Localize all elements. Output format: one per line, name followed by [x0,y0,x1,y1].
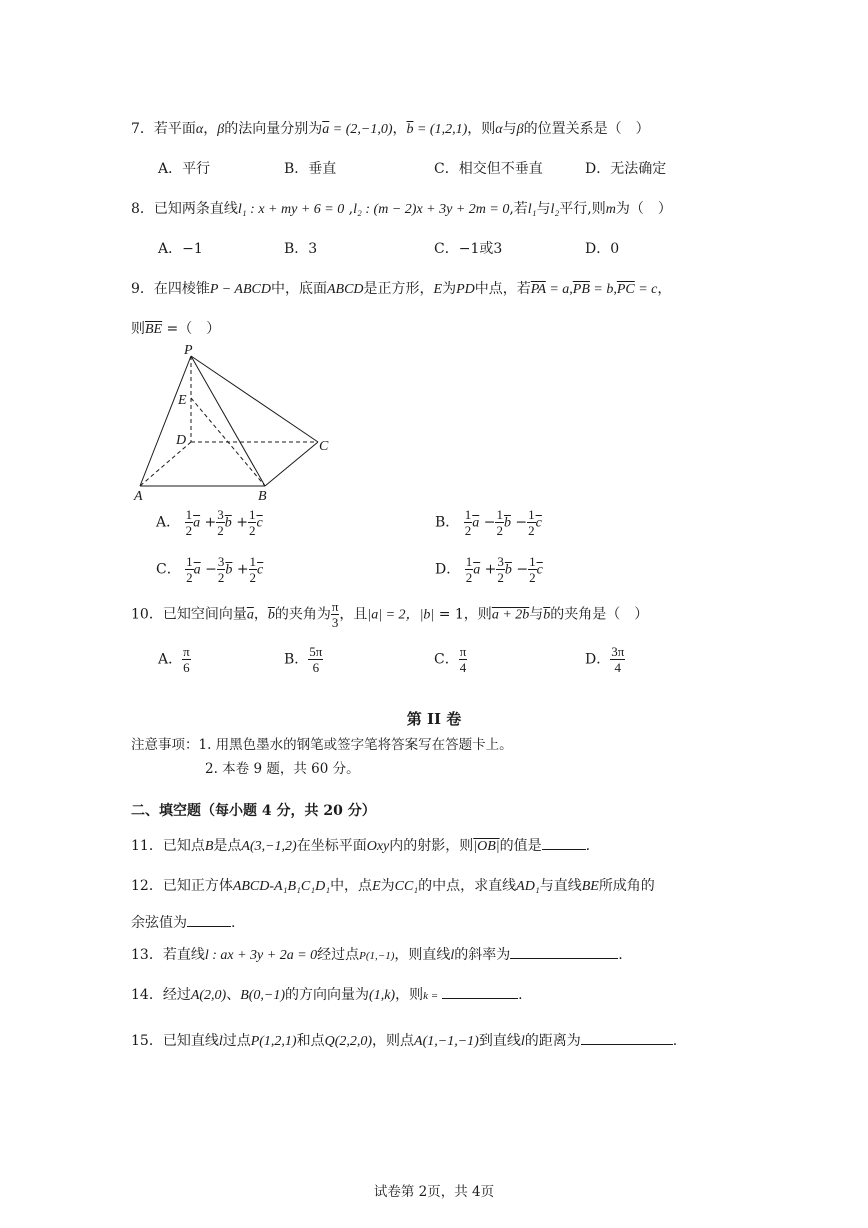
q9-option-b: B． $\frac{1}{2}$ $\overline{a}$ − $\frac{1}{2}$ $\overline{b}$ − $\frac{1}{2}$ $\overline{c}$ [435,507,542,538]
q8-option-b: B．3 [284,241,318,257]
part2-note-2: 2. 本卷 9 题，共 60 分。 [205,761,360,777]
label-p: P [184,343,193,358]
q8-option-a: A．−1 [158,241,203,257]
edge-pb [191,356,265,486]
pyramid-hidden-edges [140,356,318,486]
label-d: D [176,433,187,448]
q7-option-a: A．平行 [158,161,211,177]
label-b: B [258,489,267,504]
q9-option-c: C． $\frac{1}{2}$ $\overline{a}$ − $\frac{3}{2}$ $\overline{b}$ + $\frac{1}{2}$ $\overline{c}$ [156,554,264,585]
q14-answer-blank[interactable] [442,998,518,999]
q15-answer-blank[interactable] [581,1044,673,1045]
q7-option-c: C．相交但不垂直 [434,161,543,177]
q14-stem: 14．经过A(2,0)、B(0,−1)的方向向量为(1,k)，则k = . [131,987,523,1003]
q9-stem: 9．在四棱锥P − ABCD中，底面ABCD是正方形，E为PD中点，若$\overline{PA} = a,\overline{PB} = b,\overline{PC} = c$， [131,281,672,297]
q12-stem: 12．已知正方体ABCD-A₁B₁C₁D₁中，点E为CC₁的中点，求直线AD₁与直线BE所成角的 [131,878,655,894]
page-footer: 试卷第 2页，共 4页 [373,1184,495,1200]
q13-stem: 13．若直线l : ax + 3y + 2a = 0经过点P(1,−1)，则直线l的斜率为 . [131,947,623,963]
q10-option-c: C． $\frac{\pi}{4}$ [434,644,467,675]
q7-stem: 7．若平面α，β的法向量分别为$\overline{a} = (2,-1,0)$，$\overline{b} = (1,2,1)$，则α与β的位置关系是（ ） [131,121,650,137]
pyramid-figure [128,340,338,505]
label-c: C [319,439,329,454]
label-e: E [178,393,187,408]
q8-option-c: C．−1或3 [434,241,503,257]
q7-option-d: D．无法确定 [585,161,667,177]
q9-stem-line2: 则$\overline{BE}$ =（ ） [131,321,221,337]
q8-option-d: D．0 [585,241,620,257]
edge-pa [140,356,191,486]
edge-pc [191,356,318,442]
q10-option-d: D． $\frac{3\pi}{4}$ [585,644,625,675]
q12-stem-line2: 余弦值为 . [131,915,236,931]
edge-bc [265,442,318,486]
q8-stem: 8．已知两条直线l₁ : x + my + 6 = 0 ,l₂ : (m − 2)x + 3y + 2m = 0,若l₁与l₂平行,则m为（ ） [131,201,672,217]
q11-answer-blank[interactable] [542,849,586,850]
label-a: A [134,489,143,504]
section-fill-blank-title: 二、填空题（每小题 4 分，共 20 分） [131,803,376,819]
part2-note-1: 注意事项：1. 用黑色墨水的钢笔或签字笔将答案写在答题卡上。 [131,737,513,753]
q10-option-b: B． $\frac{5\pi}{6}$ [284,644,323,675]
q15-stem: 15．已知直线l过点P(1,2,1)和点Q(2,2,0)，则点A(1,−1,−1)到直线l的距离为 . [131,1033,678,1049]
edge-eb [191,398,265,486]
q12-answer-blank[interactable] [187,926,231,927]
part2-title: 第 II 卷 [406,710,462,728]
edge-da [140,442,191,486]
q13-answer-blank[interactable] [510,958,618,959]
q11-stem: 11．已知点B是点A(3,−1,2)在坐标平面Oxy内的射影，则|OB|的值是 . [131,838,591,854]
pyramid-edges [140,356,318,486]
q9-option-a: A． $\frac{1}{2}$ $\overline{a}$ + $\frac{3}{2}$ $\overline{b}$ + $\frac{1}{2}$ $\overline{c}$ [156,507,263,538]
q10-option-a: A． $\frac{\pi}{6}$ [158,644,190,675]
q10-stem: 10．已知空间向量$\overline{a}$，$\overline{b}$的夹角为 $\frac{\pi}{3}$ ，且|a| = 2，|b| = 1，则a + 2b与$\overline{b}$的夹角是（ ） [131,599,649,630]
q7-option-b: B．垂直 [284,161,337,177]
q9-option-d: D． $\frac{1}{2}$ $\overline{a}$ + $\frac{3}{2}$ $\overline{b}$ − $\frac{1}{2}$ $\overline{c}$ [435,554,543,585]
